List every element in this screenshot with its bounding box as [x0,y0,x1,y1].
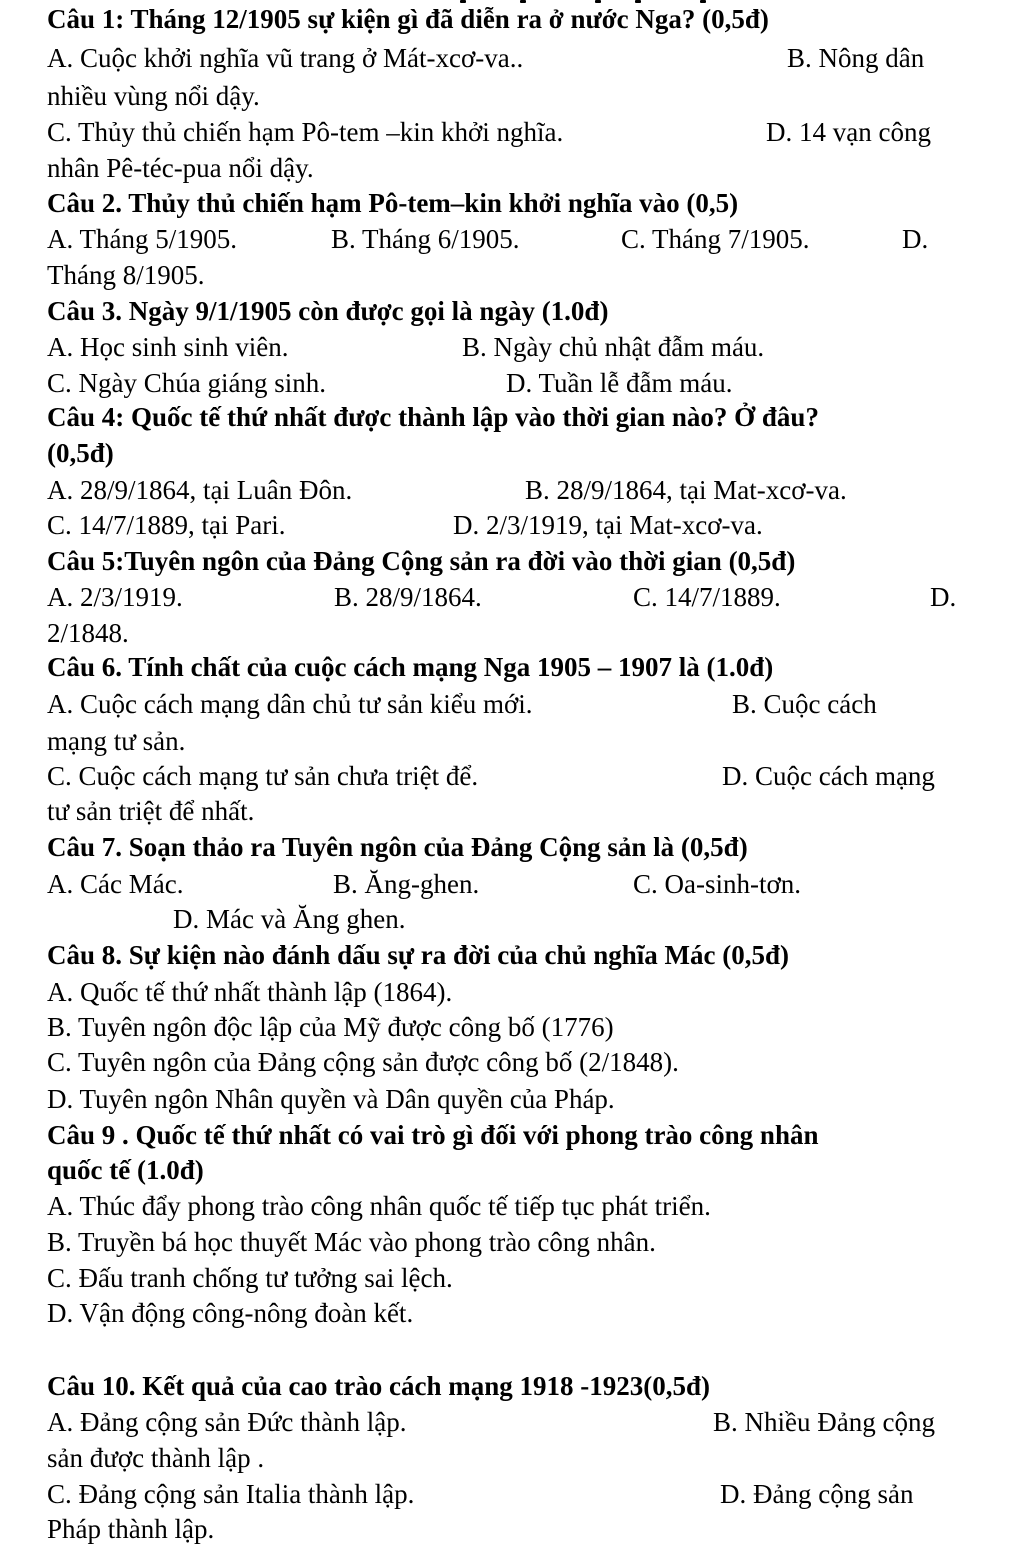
q7-option-a: A. Các Mác. [47,869,184,899]
q2-option-c: C. Tháng 7/1905. [621,224,810,254]
q5-option-d-cont: 2/1848. [47,618,129,648]
q10-option-b: B. Nhiều Đảng cộng [713,1407,935,1437]
q3-option-c: C. Ngày Chúa giáng sinh. [47,368,326,398]
q9-option-c: C. Đấu tranh chống tư tưởng sai lệch. [47,1263,453,1293]
q10-option-d-cont: Pháp thành lập. [47,1514,215,1544]
q3-option-d: D. Tuần lễ đẫm máu. [506,368,733,398]
question-4-title-cont: (0,5đ) [47,438,114,468]
q9-option-b: B. Truyền bá học thuyết Mác vào phong trào công nhân. [47,1227,656,1257]
q6-option-c: C. Cuộc cách mạng tư sản chưa triệt để. [47,761,479,791]
question-9-title: Câu 9 . Quốc tế thứ nhất có vai trò gì đối với phong trào công nhân [47,1120,819,1150]
q9-option-a: A. Thúc đẩy phong trào công nhân quốc tế tiếp tục phát triển. [47,1191,711,1221]
q4-option-d: D. 2/3/1919, tại Mat-xcơ-va. [453,510,763,540]
question-10-title: Câu 10. Kết quả của cao trào cách mạng 1918 -1923(0,5đ) [47,1371,710,1401]
q5-option-c: C. 14/7/1889. [633,582,781,612]
q1-option-b: B. Nông dân [787,43,925,73]
q2-option-d-cont: Tháng 8/1905. [47,260,205,290]
q7-option-b: B. Ăng-ghen. [333,869,480,899]
q2-option-d: D. [902,224,929,254]
q6-option-d: D. Cuộc cách mạng [722,761,935,791]
q1-option-d: D. 14 vạn công [766,117,931,147]
q2-option-a: A. Tháng 5/1905. [47,224,237,254]
q1-option-b-cont: nhiều vùng nổi dậy. [47,81,260,111]
q5-option-a: A. 2/3/1919. [47,582,183,612]
q6-option-d-cont: tư sản triệt để nhất. [47,796,255,826]
q2-option-b: B. Tháng 6/1905. [331,224,520,254]
question-7-title: Câu 7. Soạn thảo ra Tuyên ngôn của Đảng Cộng sản là (0,5đ) [47,832,748,862]
q7-option-d: D. Mác và Ăng ghen. [173,904,406,934]
q8-option-c: C. Tuyên ngôn của Đảng cộng sản được công bố (2/1848). [47,1047,679,1077]
q6-option-b: B. Cuộc cách [732,689,877,719]
q8-option-b: B. Tuyên ngôn độc lập của Mỹ được công bố (1776) [47,1012,614,1042]
q10-option-c: C. Đảng cộng sản Italia thành lập. [47,1479,415,1509]
question-1-title: Câu 1: Tháng 12/1905 sự kiện gì đã diễn ra ở nước Nga? (0,5đ) [47,4,769,34]
question-2-title: Câu 2. Thủy thủ chiến hạm Pô-tem–kin khởi nghĩa vào (0,5) [47,188,739,218]
q1-option-a: A. Cuộc khởi nghĩa vũ trang ở Mát-xcơ-va.. [47,43,524,73]
q6-option-b-cont: mạng tư sản. [47,726,186,756]
q4-option-a: A. 28/9/1864, tại Luân Đôn. [47,475,353,505]
question-4-title: Câu 4: Quốc tế thứ nhất được thành lập vào thời gian nào? Ở đâu? [47,402,819,432]
q10-option-d: D. Đảng cộng sản [720,1479,914,1509]
q5-option-d: D. [930,582,957,612]
q4-option-b: B. 28/9/1864, tại Mat-xcơ-va. [525,475,847,505]
q8-option-a: A. Quốc tế thứ nhất thành lập (1864). [47,977,453,1007]
q3-option-b: B. Ngày chủ nhật đẫm máu. [462,332,765,362]
q9-option-d: D. Vận động công-nông đoàn kết. [47,1298,414,1328]
question-8-title: Câu 8. Sự kiện nào đánh dấu sự ra đời của chủ nghĩa Mác (0,5đ) [47,940,790,970]
q4-option-c: C. 14/7/1889, tại Pari. [47,510,286,540]
q8-option-d: D. Tuyên ngôn Nhân quyền và Dân quyền của Pháp. [47,1084,615,1114]
q1-option-d-cont: nhân Pê-téc-pua nổi dậy. [47,153,314,183]
q1-option-c: C. Thủy thủ chiến hạm Pô-tem –kin khởi nghĩa. [47,117,564,147]
q6-option-a: A. Cuộc cách mạng dân chủ tư sản kiểu mới. [47,689,533,719]
q5-option-b: B. 28/9/1864. [334,582,482,612]
q10-option-a: A. Đảng cộng sản Đức thành lập. [47,1407,407,1437]
q3-option-a: A. Học sinh sinh viên. [47,332,289,362]
question-6-title: Câu 6. Tính chất của cuộc cách mạng Nga 1905 – 1907 là (1.0đ) [47,652,774,682]
question-3-title: Câu 3. Ngày 9/1/1905 còn được gọi là ngày (1.0đ) [47,296,609,326]
q7-option-c: C. Oa-sinh-tơn. [633,869,802,899]
question-5-title: Câu 5:Tuyên ngôn của Đảng Cộng sản ra đời vào thời gian (0,5đ) [47,546,796,576]
q10-option-b-cont: sản được thành lập . [47,1443,265,1473]
question-9-title-cont: quốc tế (1.0đ) [47,1155,204,1185]
